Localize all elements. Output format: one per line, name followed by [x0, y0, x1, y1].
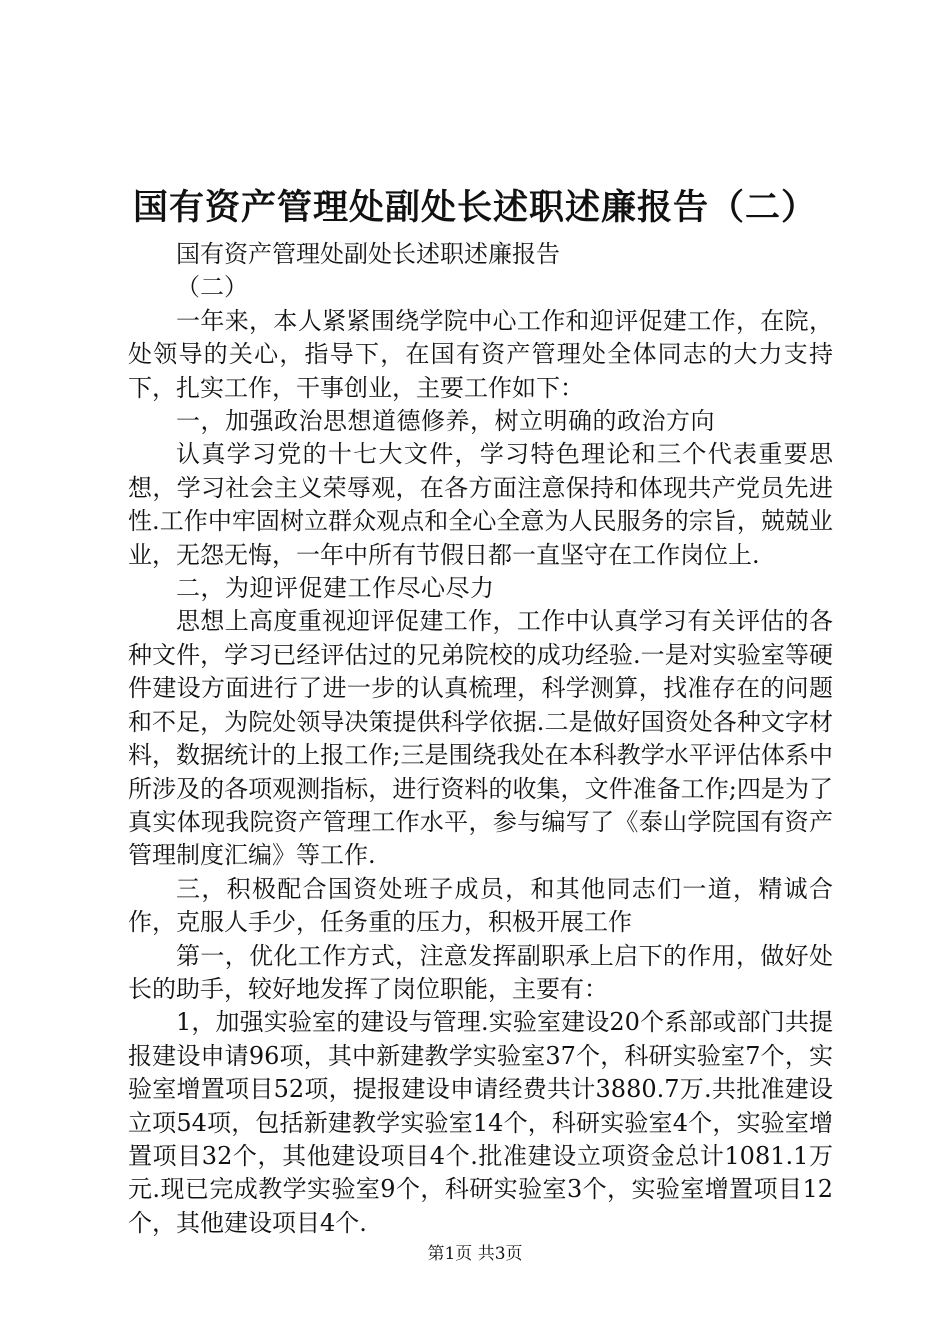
paragraph-section-1: 认真学习党的十七大文件，学习特色理论和三个代表重要思想，学习社会主义荣辱观，在各方面注意保持和体现共产党员先进性.工作中牢固树立群众观点和全心全意为人民服务的宗旨，兢兢业业，无怨无悔，一年中所有节假日都一直坚守在工作岗位上.	[128, 440, 833, 569]
page-number-footer: 第1页 共3页	[427, 1244, 523, 1264]
paragraph-lab-construction: 1，加强实验室的建设与管理.实验室建设20个系部或部门共提报建设申请96项，其中新建教学实验室37个，科研实验室7个，实验室增置项目52项，提报建设申请经费共计3880.7万.共批准建设立项54项，包括新建教学实验室14个，科研实验室4个，实验室增置项目32个，其他建设项目4个.批准建设立项资金总计1081.1万元.现已完成教学实验室9个，科研实验室3个，实验室增置项目12个，其他建设项目4个.	[128, 1008, 833, 1237]
section-heading-1: 一，加强政治思想道德修养，树立明确的政治方向	[176, 407, 715, 436]
section-heading-2: 二，为迎评促建工作尽心尽力	[176, 574, 495, 603]
document-body	[128, 238, 833, 1240]
paragraph-section-2: 思想上高度重视迎评促建工作，工作中认真学习有关评估的各种文件，学习已经评估过的兄弟院校的成功经验.一是对实验室等硬件建设方面进行了进一步的认真梳理，科学测算，找准存在的问题和不足，为院处领导决策提供科学依据.二是做好国资处各种文字材料，数据统计的上报工作;三是围绕我处在本科教学水平评估体系中所涉及的各项观测指标，进行资料的收集，文件准备工作;四是为了真实体现我院资产管理工作水平，参与编写了《泰山学院国有资产管理制度汇编》等工作.	[128, 607, 833, 870]
document-title: 国有资产管理处副处长述职述廉报告（二）	[132, 187, 817, 228]
subtitle-line-2: （二）	[176, 273, 248, 302]
paragraph-first-point: 第一，优化工作方式，注意发挥副职承上启下的作用，做好处长的助手，较好地发挥了岗位职能，主要有：	[128, 941, 833, 1003]
paragraph-intro: 一年来，本人紧紧围绕学院中心工作和迎评促建工作，在院，处领导的关心，指导下，在国有资产管理处全体同志的大力支持下，扎实工作，干事创业，主要工作如下：	[128, 306, 833, 402]
subtitle-line-1: 国有资产管理处副处长述职述廉报告	[176, 240, 560, 268]
section-heading-3: 三，积极配合国资处班子成员，和其他同志们一道，精诚合作，克服人手少，任务重的压力，积极开展工作	[128, 874, 833, 937]
